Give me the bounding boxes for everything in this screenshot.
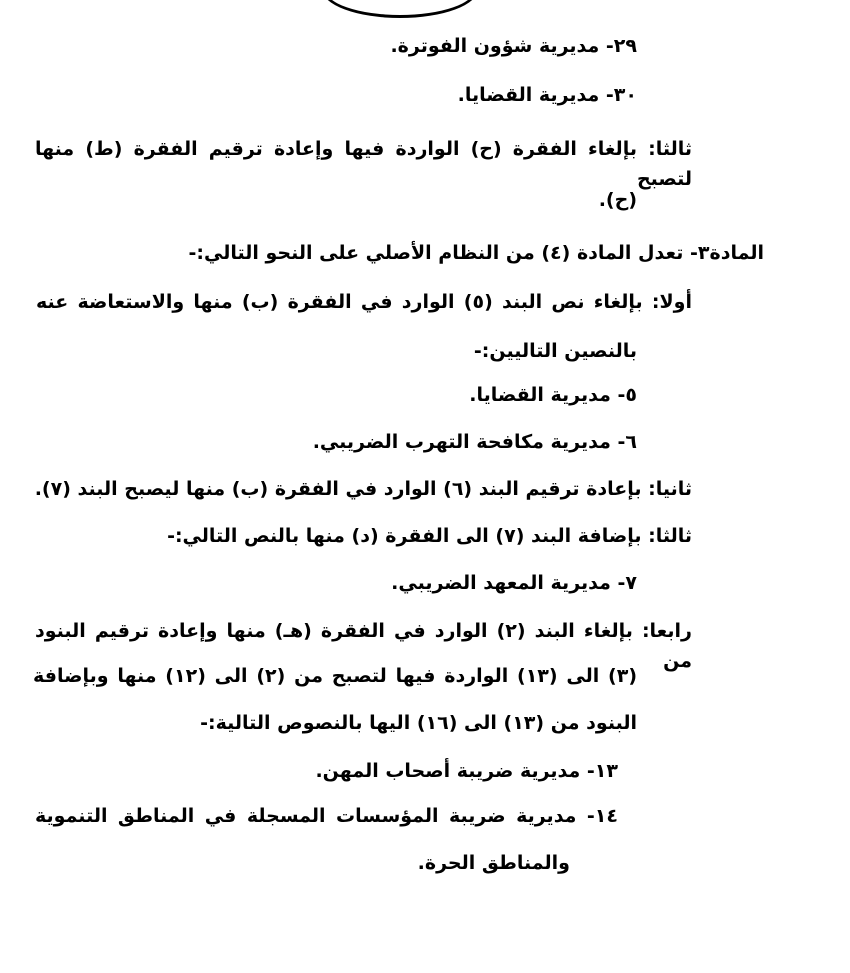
clause-third-line-2: (ح). xyxy=(598,189,637,211)
clause-fourth-line-2: (٣) الى (١٣) الواردة فيها لتصبح من (٢) الى (١٢) منها وبإضافة xyxy=(33,665,638,687)
item-14-line-1: ١٤- مديرية ضريبة المؤسسات المسجلة في المناطق التنموية xyxy=(35,805,618,827)
item-30: ٣٠- مديرية القضايا. xyxy=(457,84,637,106)
item-7: ٧- مديرية المعهد الضريبي. xyxy=(391,572,637,594)
clause-first-line-2: بالنصين التاليين:- xyxy=(473,340,637,362)
article-3-heading: المادة٣- تعدل المادة (٤) من النظام الأصلي على النحو التالي:- xyxy=(188,242,764,264)
item-14-line-2: والمناطق الحرة. xyxy=(417,852,570,874)
item-5: ٥- مديرية القضايا. xyxy=(469,384,637,406)
clause-fourth-line-1: رابعا: بإلغاء البند (٢) الوارد في الفقرة (هـ) منها وإعادة ترقيم البنود من xyxy=(35,620,692,672)
clause-first-line-1: أولا: بإلغاء نص البند (٥) الوارد في الفقرة (ب) منها والاستعاضة عنه xyxy=(36,291,692,313)
item-29: ٢٩- مديرية شؤون الفوترة. xyxy=(390,35,637,57)
clause-second: ثانيا: بإعادة ترقيم البند (٦) الوارد في الفقرة (ب) منها ليصبح البند (٧). xyxy=(34,478,692,500)
clause-third-line-1: ثالثا: بإلغاء الفقرة (ح) الواردة فيها وإعادة ترقيم الفقرة (ط) منها لتصبح xyxy=(35,138,692,190)
item-13: ١٣- مديرية ضريبة أصحاب المهن. xyxy=(315,760,618,782)
item-6: ٦- مديرية مكافحة التهرب الضريبي. xyxy=(312,431,637,453)
stamp-oval xyxy=(322,0,478,18)
clause-fourth-line-3: البنود من (١٣) الى (١٦) اليها بالنصوص التالية:- xyxy=(200,712,637,734)
clause-third-b: ثالثا: بإضافة البند (٧) الى الفقرة (د) منها بالنص التالي:- xyxy=(167,525,692,547)
